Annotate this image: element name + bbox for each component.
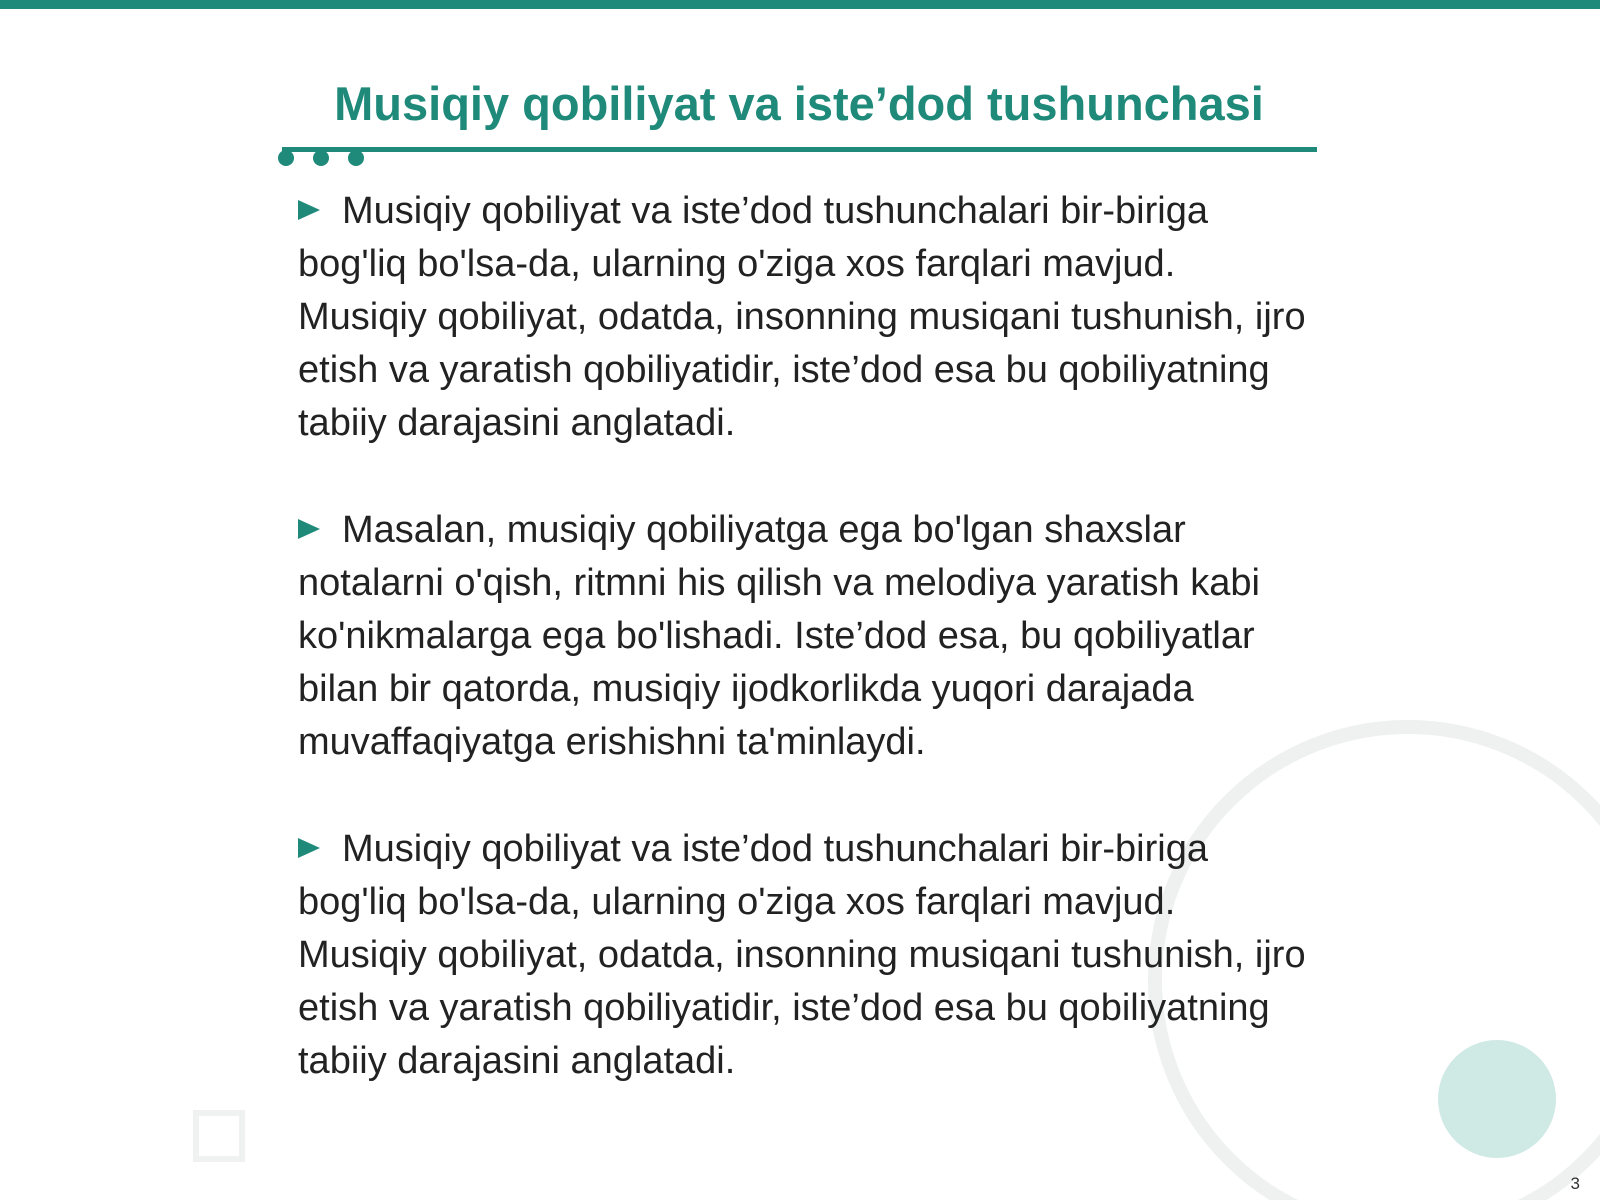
triangle-bullet-icon	[298, 519, 320, 539]
underline-dot	[313, 150, 329, 166]
bullet-paragraph	[298, 823, 1308, 1088]
slide-body	[298, 185, 1308, 1142]
underline-dot	[278, 150, 294, 166]
paragraph-text: Musiqiy qobiliyat va iste’dod tushunchalari bir-biriga bog'liq bo'lsa-da, ularning o'ziga xos farqlari mavjud. Musiqiy qobiliyat, odatda, insonning musiqani tushunish, ijro etish va yaratish qobiliyatidir, iste’dod esa bu qobiliyatning tabiiy darajasini anglatadi.	[298, 828, 1306, 1082]
paragraph-text: Musiqiy qobiliyat va iste’dod tushunchalari bir-biriga bog'liq bo'lsa-da, ularning o'ziga xos farqlari mavjud. Musiqiy qobiliyat, odatda, insonning musiqani tushunish, ijro etish va yaratish qobiliyatidir, iste’dod esa bu qobiliyatning tabiiy darajasini anglatadi.	[298, 190, 1306, 444]
title-underline	[282, 147, 1317, 152]
top-accent-bar	[0, 0, 1600, 9]
bullet-paragraph	[298, 185, 1308, 450]
decorative-square	[193, 1110, 245, 1162]
underline-dot	[348, 150, 364, 166]
decorative-circle	[1438, 1040, 1556, 1158]
triangle-bullet-icon	[298, 200, 320, 220]
paragraph-text: Masalan, musiqiy qobiliyatga ega bo'lgan shaxslar notalarni o'qish, ritmni his qilish va melodiya yaratish kabi ko'nikmalarga ega bo'lishadi. Iste’dod esa, bu qobiliyatlar bilan bir qatorda, musiqiy ijodkorlikda yuqori darajada muvaffaqiyatga erishishni ta'minlaydi.	[298, 509, 1260, 763]
slide-title: Musiqiy qobiliyat va iste’dod tushunchasi	[334, 77, 1264, 130]
triangle-bullet-icon	[298, 838, 320, 858]
page-number: 3	[1570, 1174, 1580, 1193]
bullet-paragraph	[298, 504, 1308, 769]
